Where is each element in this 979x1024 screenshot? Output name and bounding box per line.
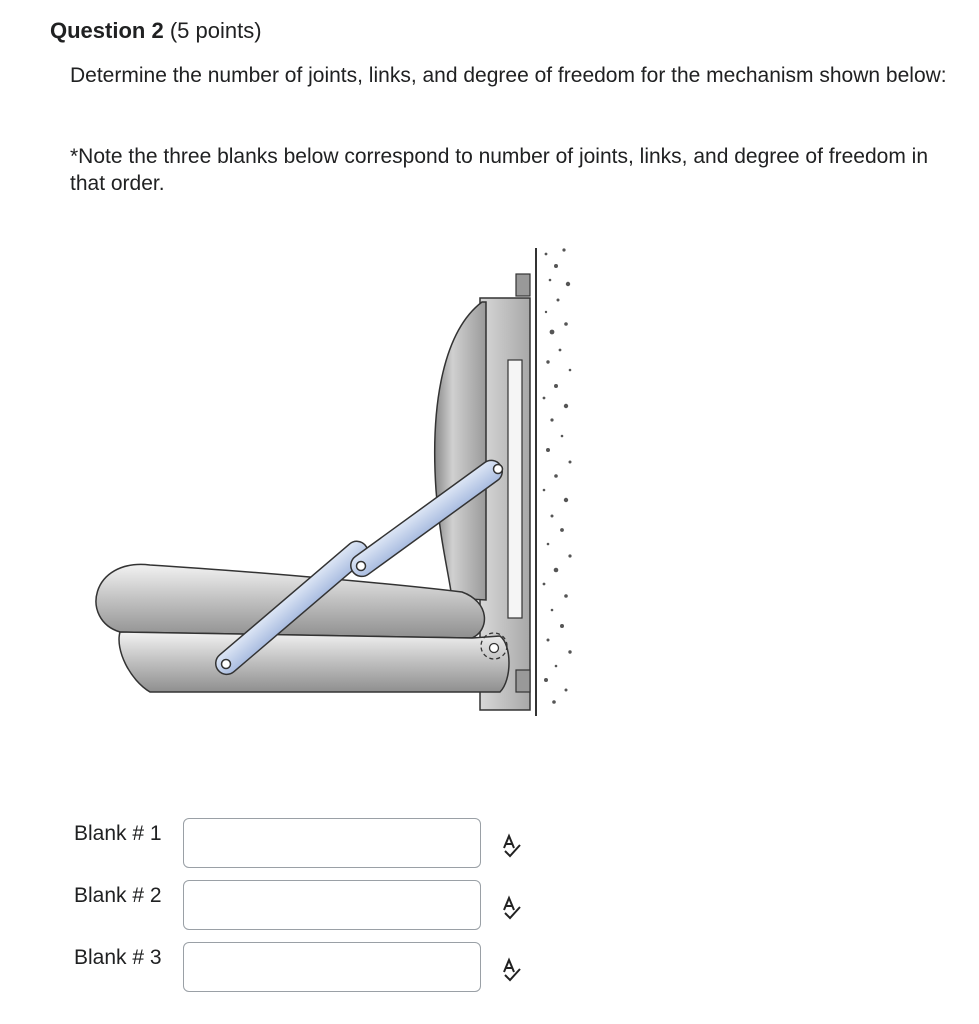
blank-label-3: Blank # 3 xyxy=(74,946,162,969)
spellcheck-icon[interactable] xyxy=(498,894,524,920)
joint-back xyxy=(494,465,503,474)
joint-seat xyxy=(222,660,231,669)
question-prompt: Determine the number of joints, links, and degree of freedom for the mechanism shown below: xyxy=(70,64,947,87)
blank-row-1 xyxy=(74,818,554,872)
wall-texture xyxy=(543,248,572,703)
blank-label-1: Blank # 1 xyxy=(74,822,162,845)
mechanism-diagram xyxy=(80,240,600,720)
blank-row-2 xyxy=(74,880,554,934)
seat-back xyxy=(435,302,486,600)
blank-row-3 xyxy=(74,942,554,996)
blank-input-2[interactable] xyxy=(183,880,481,930)
question-points: (5 points) xyxy=(169,18,262,43)
slot-track xyxy=(508,360,522,618)
joint-middle xyxy=(357,562,366,571)
top-clamp xyxy=(516,274,530,296)
hinge-pin xyxy=(490,644,499,653)
question-header xyxy=(50,16,262,46)
spellcheck-icon[interactable] xyxy=(498,832,524,858)
seat-base xyxy=(119,632,509,692)
question-title: Question 2 xyxy=(50,18,164,43)
spellcheck-icon[interactable] xyxy=(498,956,524,982)
folding-seat-figure xyxy=(80,240,600,720)
question-note: *Note the three blanks below correspond to number of joints, links, and degree of freedom in that order. xyxy=(70,145,928,195)
blank-input-3[interactable] xyxy=(183,942,481,992)
blank-label-2: Blank # 2 xyxy=(74,884,162,907)
bottom-clamp xyxy=(516,670,530,692)
blank-input-1[interactable] xyxy=(183,818,481,868)
